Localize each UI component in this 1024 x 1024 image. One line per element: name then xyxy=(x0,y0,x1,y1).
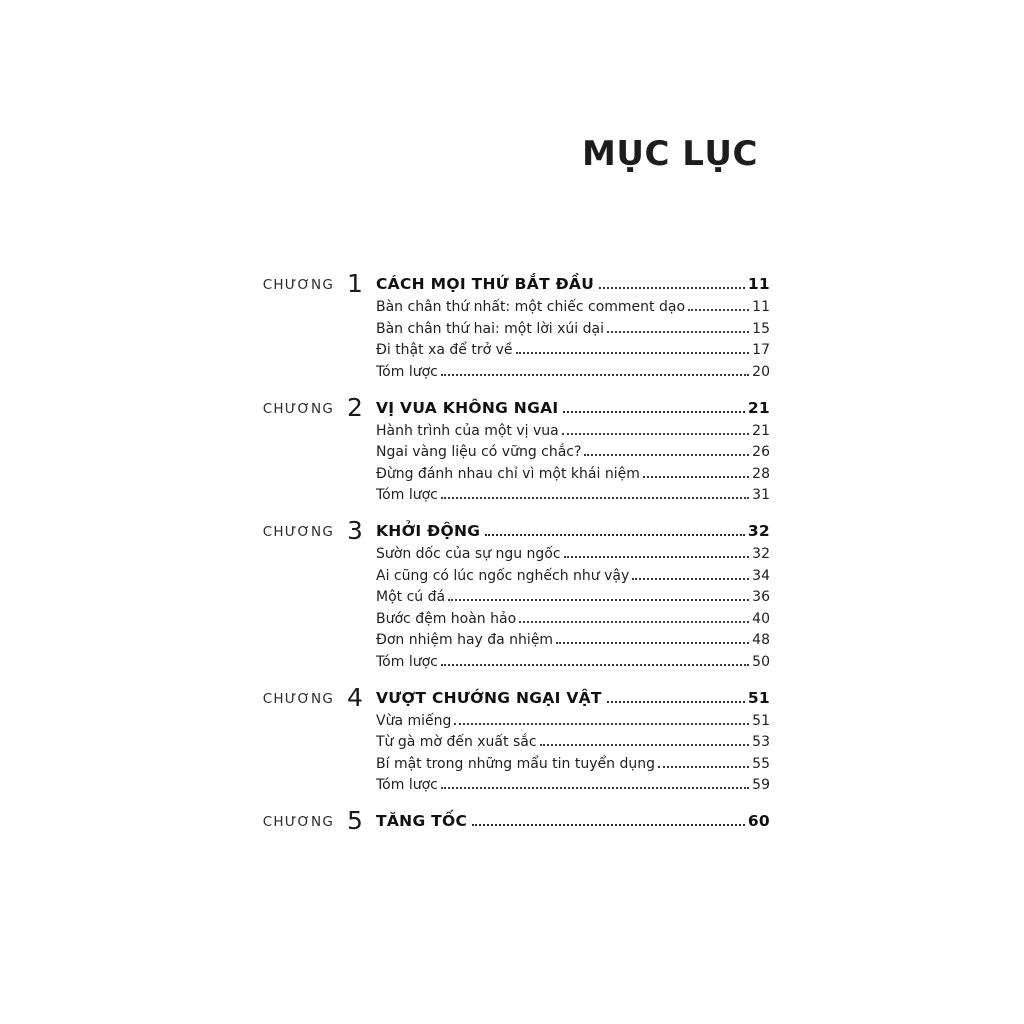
section-page-number: 36 xyxy=(752,589,770,605)
toc-list xyxy=(250,268,770,842)
section-title: Một cú đá xyxy=(376,589,446,605)
section-title: Đừng đánh nhau chỉ vì một khái niệm xyxy=(376,465,640,482)
leader-dots xyxy=(658,765,749,768)
section-title: Tóm lược xyxy=(376,363,438,380)
section-title: Đơn nhiệm hay đa nhiệm xyxy=(376,632,554,648)
chapter-title: KHỞI ĐỘNG xyxy=(376,522,481,540)
leader-dots xyxy=(540,743,750,746)
leader-dots xyxy=(556,641,749,644)
section-page-number: 53 xyxy=(752,734,770,750)
leader-dots xyxy=(441,496,749,499)
section-page-number: 50 xyxy=(752,653,770,670)
chapter-number: 3 xyxy=(347,516,363,545)
section-title: Bàn chân thứ hai: một lời xúi dại xyxy=(376,320,604,337)
toc-chapter xyxy=(250,805,770,835)
toc-section-entry[interactable] xyxy=(376,444,770,460)
section-title: Tóm lược xyxy=(376,777,438,793)
toc-section-entry[interactable] xyxy=(376,756,770,772)
section-page-number: 59 xyxy=(752,777,770,793)
toc-section-entry[interactable] xyxy=(376,299,770,315)
chapter-page-number: 11 xyxy=(747,275,770,293)
section-title: Từ gà mờ đến xuất sắc xyxy=(376,734,537,750)
chapter-number: 2 xyxy=(347,392,363,422)
leader-dots xyxy=(584,453,749,456)
toc-section-entry[interactable] xyxy=(376,342,770,358)
toc-chapter xyxy=(250,682,770,794)
toc-section-entry[interactable] xyxy=(376,632,770,648)
toc-section-entry[interactable] xyxy=(376,568,770,584)
section-title: Tóm lược xyxy=(376,653,438,670)
section-page-number: 40 xyxy=(752,610,770,627)
leader-dots xyxy=(643,475,749,478)
leader-dots xyxy=(472,823,745,826)
leader-dots xyxy=(632,577,749,580)
toc-section-entry[interactable] xyxy=(376,713,770,729)
section-title: Tóm lược xyxy=(376,487,438,503)
chapter-title-row xyxy=(376,275,770,293)
toc-chapter-entry[interactable] xyxy=(250,392,770,422)
section-page-number: 31 xyxy=(752,487,770,503)
page-title: MỤC LỤC xyxy=(582,134,758,174)
chapter-number: 5 xyxy=(347,806,363,835)
section-page-number: 11 xyxy=(752,299,770,315)
leader-dots xyxy=(485,533,745,536)
toc-section-entry[interactable] xyxy=(376,611,770,627)
leader-dots xyxy=(599,286,745,289)
chapter-word-label: CHƯƠNG xyxy=(262,524,334,540)
chapter-page-number: 51 xyxy=(747,688,770,707)
section-title: Vừa miếng xyxy=(376,712,452,729)
toc-chapter xyxy=(250,392,770,504)
leader-dots xyxy=(519,620,749,623)
toc-chapter-entry[interactable] xyxy=(250,515,770,545)
toc-section-entry[interactable] xyxy=(376,589,770,605)
chapter-title-row xyxy=(376,812,770,830)
toc-chapter-entry[interactable] xyxy=(250,682,770,712)
toc-section-entry[interactable] xyxy=(376,321,770,337)
section-title: Bàn chân thứ nhất: một chiếc comment dạo xyxy=(376,299,686,315)
leader-dots xyxy=(607,330,749,333)
section-title: Ai cũng có lúc ngốc nghếch như vậy xyxy=(376,567,630,584)
section-title: Đi thật xa để trở về xyxy=(376,342,513,358)
section-page-number: 28 xyxy=(752,465,770,482)
leader-dots xyxy=(441,373,749,376)
section-page-number: 51 xyxy=(752,712,770,729)
leader-dots xyxy=(441,786,749,789)
toc-section-entry[interactable] xyxy=(376,546,770,562)
toc-chapter xyxy=(250,268,770,380)
section-list xyxy=(376,713,770,794)
section-title: Bí mật trong những mẩu tin tuyển dụng xyxy=(376,755,655,772)
chapter-word-label: CHƯƠNG xyxy=(262,277,334,293)
chapter-number: 1 xyxy=(347,269,363,298)
toc-section-entry[interactable] xyxy=(376,654,770,670)
leader-dots xyxy=(516,351,750,354)
chapter-word-label: CHƯƠNG xyxy=(262,400,334,417)
section-list xyxy=(376,546,770,670)
section-page-number: 34 xyxy=(752,567,770,584)
section-page-number: 17 xyxy=(752,342,770,358)
leader-dots xyxy=(563,410,744,413)
leader-dots xyxy=(607,700,745,703)
toc-section-entry[interactable] xyxy=(376,423,770,439)
section-page-number: 48 xyxy=(752,632,770,648)
chapter-page-number: 21 xyxy=(747,398,770,417)
chapter-page-number: 32 xyxy=(747,522,770,540)
leader-dots xyxy=(688,308,749,311)
section-page-number: 32 xyxy=(752,546,770,562)
chapter-title: TĂNG TỐC xyxy=(376,812,468,830)
section-title: Ngai vàng liệu có vững chắc? xyxy=(376,444,582,460)
section-page-number: 26 xyxy=(752,444,770,460)
toc-chapter-entry[interactable] xyxy=(250,805,770,835)
chapter-title-row xyxy=(376,399,770,417)
section-page-number: 21 xyxy=(752,422,770,439)
chapter-number: 4 xyxy=(347,682,363,712)
toc-section-entry[interactable] xyxy=(376,487,770,503)
chapter-word-label: CHƯƠNG xyxy=(262,814,334,830)
chapter-title-row xyxy=(376,689,770,707)
section-page-number: 15 xyxy=(752,320,770,337)
section-title: Bước đệm hoàn hảo xyxy=(376,610,517,627)
chapter-title: CÁCH MỌI THỨ BẮT ĐẦU xyxy=(376,275,595,293)
chapter-word-label: CHƯƠNG xyxy=(262,690,334,707)
section-list xyxy=(376,299,770,380)
toc-section-entry[interactable] xyxy=(376,777,770,793)
leader-dots xyxy=(448,598,749,601)
leader-dots xyxy=(454,722,749,725)
section-title: Hành trình của một vị vua xyxy=(376,422,559,439)
chapter-page-number: 60 xyxy=(747,812,770,830)
toc-chapter xyxy=(250,515,770,670)
section-title: Sườn dốc của sự ngu ngốc xyxy=(376,546,561,562)
toc-section-entry[interactable] xyxy=(376,734,770,750)
chapter-title: VƯỢT CHƯỚNG NGẠI VẬT xyxy=(376,688,602,707)
leader-dots xyxy=(564,555,750,558)
section-list xyxy=(376,423,770,504)
toc-section-entry[interactable] xyxy=(376,364,770,380)
chapter-title-row xyxy=(376,522,770,540)
section-page-number: 20 xyxy=(752,363,770,380)
section-page-number: 55 xyxy=(752,755,770,772)
toc-section-entry[interactable] xyxy=(376,466,770,482)
leader-dots xyxy=(441,663,749,666)
toc-chapter-entry[interactable] xyxy=(250,268,770,298)
leader-dots xyxy=(562,432,749,435)
chapter-title: VỊ VUA KHÔNG NGAI xyxy=(376,398,559,417)
